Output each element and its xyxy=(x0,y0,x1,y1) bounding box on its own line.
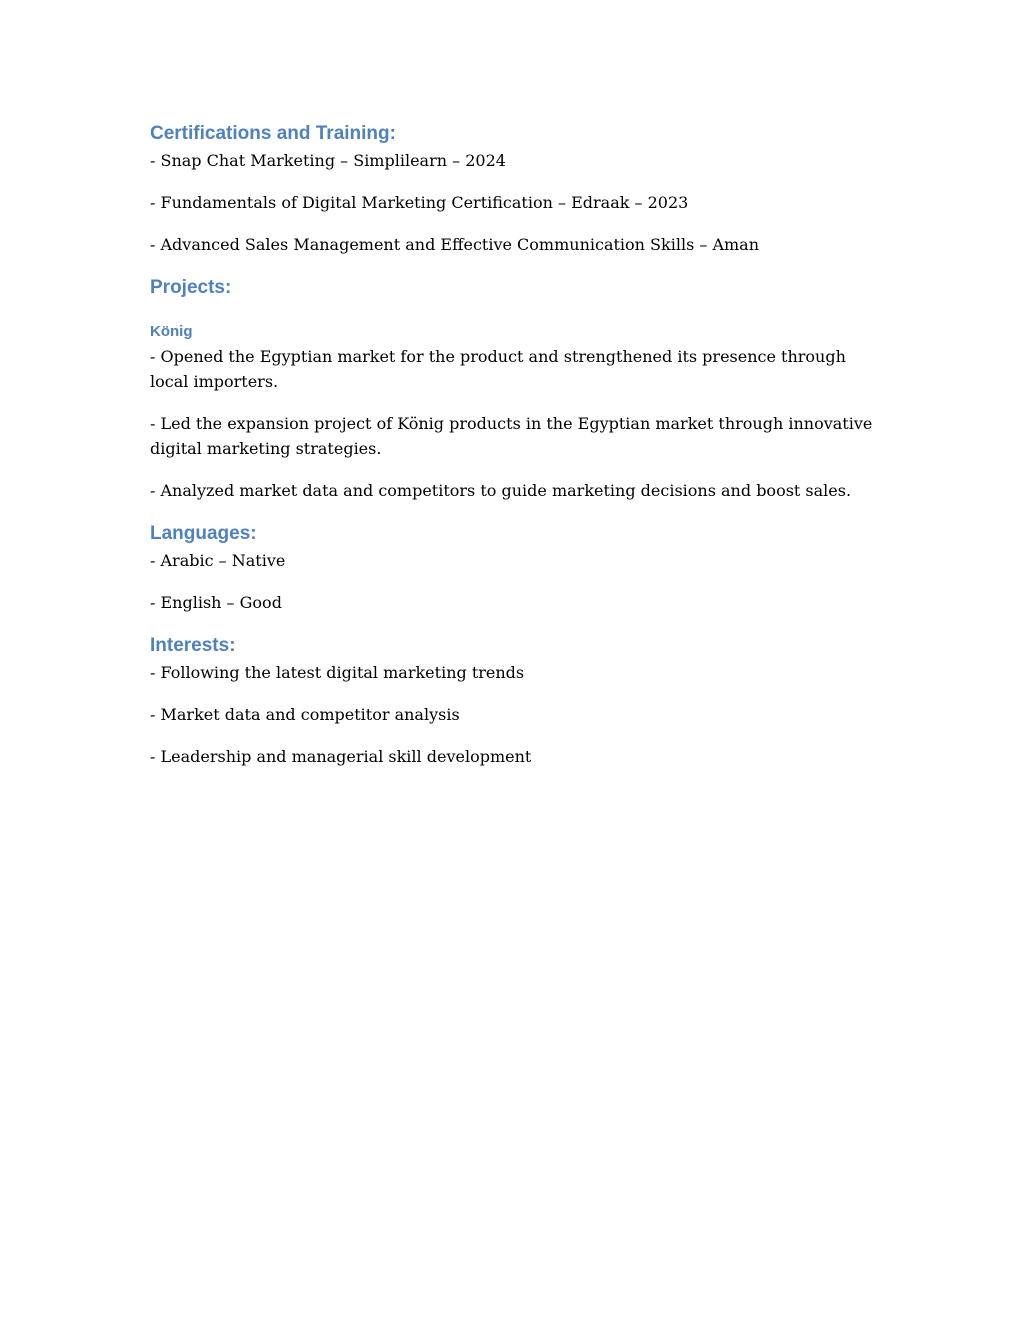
language-item: - Arabic – Native xyxy=(150,551,286,570)
certification-item: - Fundamentals of Digital Marketing Certification – Edraak – 2023 xyxy=(150,193,689,212)
interest-item: - Market data and competitor analysis xyxy=(150,705,460,724)
language-item: - English – Good xyxy=(150,593,282,612)
languages-section xyxy=(150,520,880,615)
interest-item: - Following the latest digital marketing trends xyxy=(150,663,525,682)
project-item: - Led the expansion project of König products in the Egyptian market through innovative digital marketing strategies. xyxy=(150,414,873,458)
project-name: König xyxy=(150,323,193,340)
project-item: - Opened the Egyptian market for the product and strengthened its presence through local importers. xyxy=(150,347,846,391)
projects-heading: Projects: xyxy=(150,277,232,298)
interest-item: - Leadership and managerial skill development xyxy=(150,747,532,766)
languages-heading: Languages: xyxy=(150,523,257,544)
interests-section xyxy=(150,632,880,769)
certifications-heading: Certifications and Training: xyxy=(150,123,396,144)
page-content xyxy=(150,120,880,769)
certification-item: - Advanced Sales Management and Effective Communication Skills – Aman xyxy=(150,235,760,254)
certifications-section xyxy=(150,120,880,257)
interests-heading: Interests: xyxy=(150,635,236,656)
projects-section xyxy=(150,274,880,503)
project-item: - Analyzed market data and competitors to guide marketing decisions and boost sales. xyxy=(150,481,852,500)
certification-item: - Snap Chat Marketing – Simplilearn – 2024 xyxy=(150,151,506,170)
